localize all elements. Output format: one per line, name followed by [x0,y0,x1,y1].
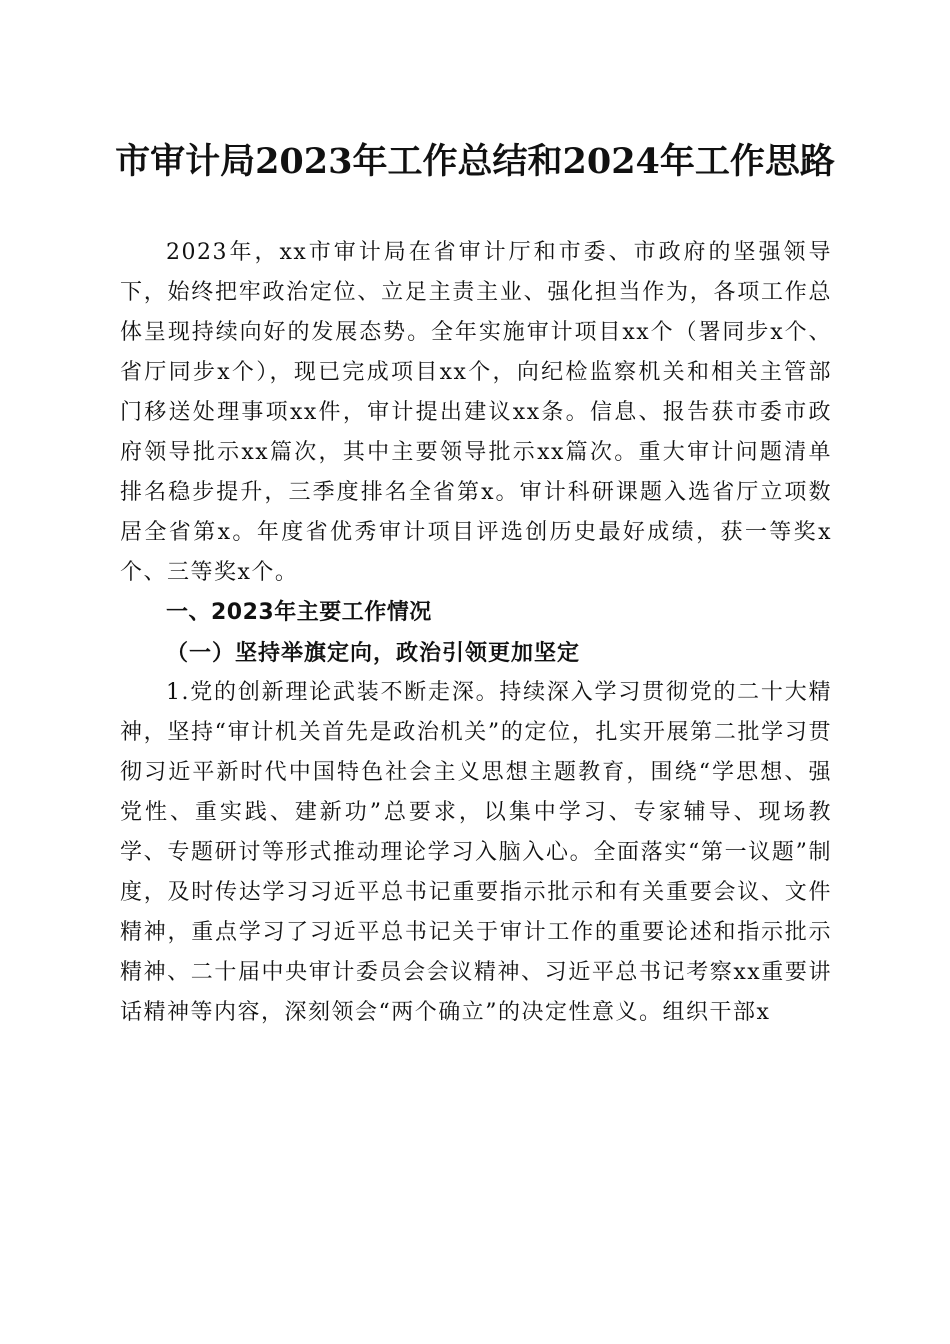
section-heading: 一、2023年主要工作情况 [166,600,432,625]
subsection-heading: （一）坚持举旗定向，政治引领更加坚定 [166,640,581,666]
intro-paragraph: 2023年，xx市审计局在省审计厅和市委、市政府的坚强领导下，始终把牢政治定位、立足主责主业、强化担当作为，各项工作总体呈现持续向好的发展态势。全年实施审计项目xx个（署同步x个、省厅同步x个），现已完成项目xx个，向纪检监察机关和相关主管部门移送处理事项xx件，审计提出建议xx条。信息、报告获市委市政府领导批示xx篇次，其中主要领导批示xx篇次。重大审计问题清单排名稳步提升，三季度排名全省第x。审计科研课题入选省厅立项数居全省第x。年度省优秀审计项目评选创历史最好成绩，获一等奖x个、三等奖x个。 [120,240,832,585]
item-paragraph: 1.党的创新理论武装不断走深。持续深入学习贯彻党的二十大精神，坚持“审计机关首先是政治机关”的定位，扎实开展第二批学习贯彻习近平新时代中国特色社会主义思想主题教育，围绕“学思想、强党性、重实践、建新功”总要求，以集中学习、专家辅导、现场教学、专题研讨等形式推动理论学习入脑入心。全面落实“第一议题”制度，及时传达学习习近平总书记重要指示批示和有关重要会议、文件精神，重点学习了习近平总书记关于审计工作的重要论述和指示批示精神、二十届中央审计委员会会议精神、习近平总书记考察xx重要讲话精神等内容，深刻领会“两个确立”的决定性意义。组织干部x [120,680,832,1025]
document-title: 市审计局2023年工作总结和2024年工作思路 [115,141,835,182]
document-body [120,233,832,1033]
